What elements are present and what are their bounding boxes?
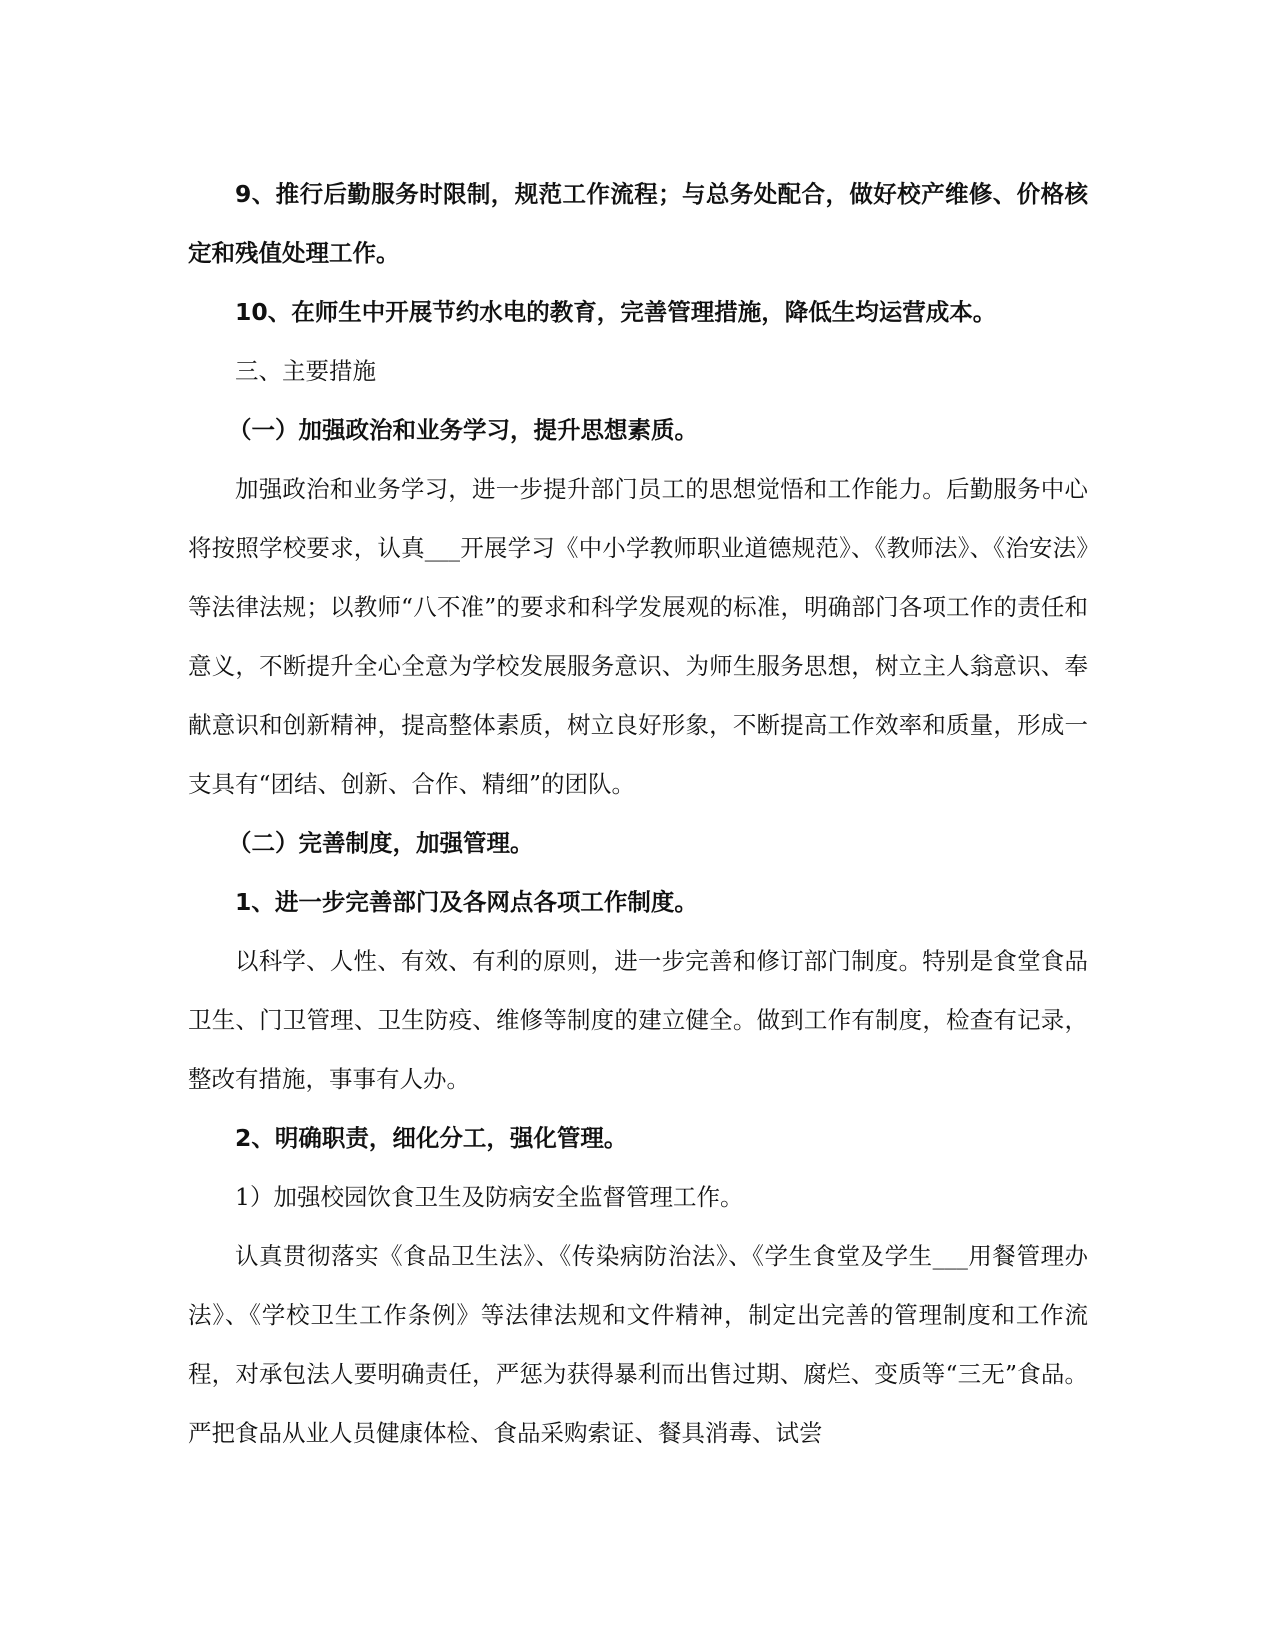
- paragraph-item-10: 10、在师生中开展节约水电的教育，完善管理措施，降低生均运营成本。: [235, 298, 997, 326]
- paragraph-item-9: 9、推行后勤服务时限制，规范工作流程；与总务处配合，做好校产维修、价格核定和残值处理工作。: [188, 180, 1088, 267]
- subheading-improve-system: （二）完善制度，加强管理。: [228, 829, 534, 857]
- paragraph-department-rules: 以科学、人性、有效、有利的原则，进一步完善和修订部门制度。特别是食堂食品卫生、门卫管理、卫生防疫、维修等制度的建立健全。做到工作有制度，检查有记录，整改有措施，事事有人办。: [188, 947, 1088, 1093]
- point-department-rules: 1、进一步完善部门及各网点各项工作制度。: [235, 888, 698, 916]
- subpoint-food-safety: 1）加强校园饮食卫生及防病安全监督管理工作。: [235, 1183, 744, 1211]
- section-heading-main-measures: 三、主要措施: [235, 357, 376, 385]
- paragraph-food-safety: 认真贯彻落实《食品卫生法》、《传染病防治法》、《学生食堂及学生___用餐管理办法》、《学校卫生工作条例》等法律法规和文件精神，制定出完善的管理制度和工作流程，对承包法人要明确责任，严惩为获得暴利而出售过期、腐烂、变质等“三无”食品。严把食品从业人员健康体检、食品采购索证、餐具消毒、试尝: [188, 1242, 1088, 1447]
- subheading-political-study: （一）加强政治和业务学习，提升思想素质。: [228, 416, 698, 444]
- document-body: [188, 165, 1088, 1463]
- point-clarify-duties: 2、明确职责，细化分工，强化管理。: [235, 1124, 628, 1152]
- paragraph-political-study: 加强政治和业务学习，进一步提升部门员工的思想觉悟和工作能力。后勤服务中心将按照学校要求，认真___开展学习《中小学教师职业道德规范》、《教师法》、《治安法》等法律法规；以教师“八不准”的要求和科学发展观的标准，明确部门各项工作的责任和意义，不断提升全心全意为学校发展服务意识、为师生服务思想，树立主人翁意识、奉献意识和创新精神，提高整体素质，树立良好形象，不断提高工作效率和质量，形成一支具有“团结、创新、合作、精细”的团队。: [188, 475, 1088, 798]
